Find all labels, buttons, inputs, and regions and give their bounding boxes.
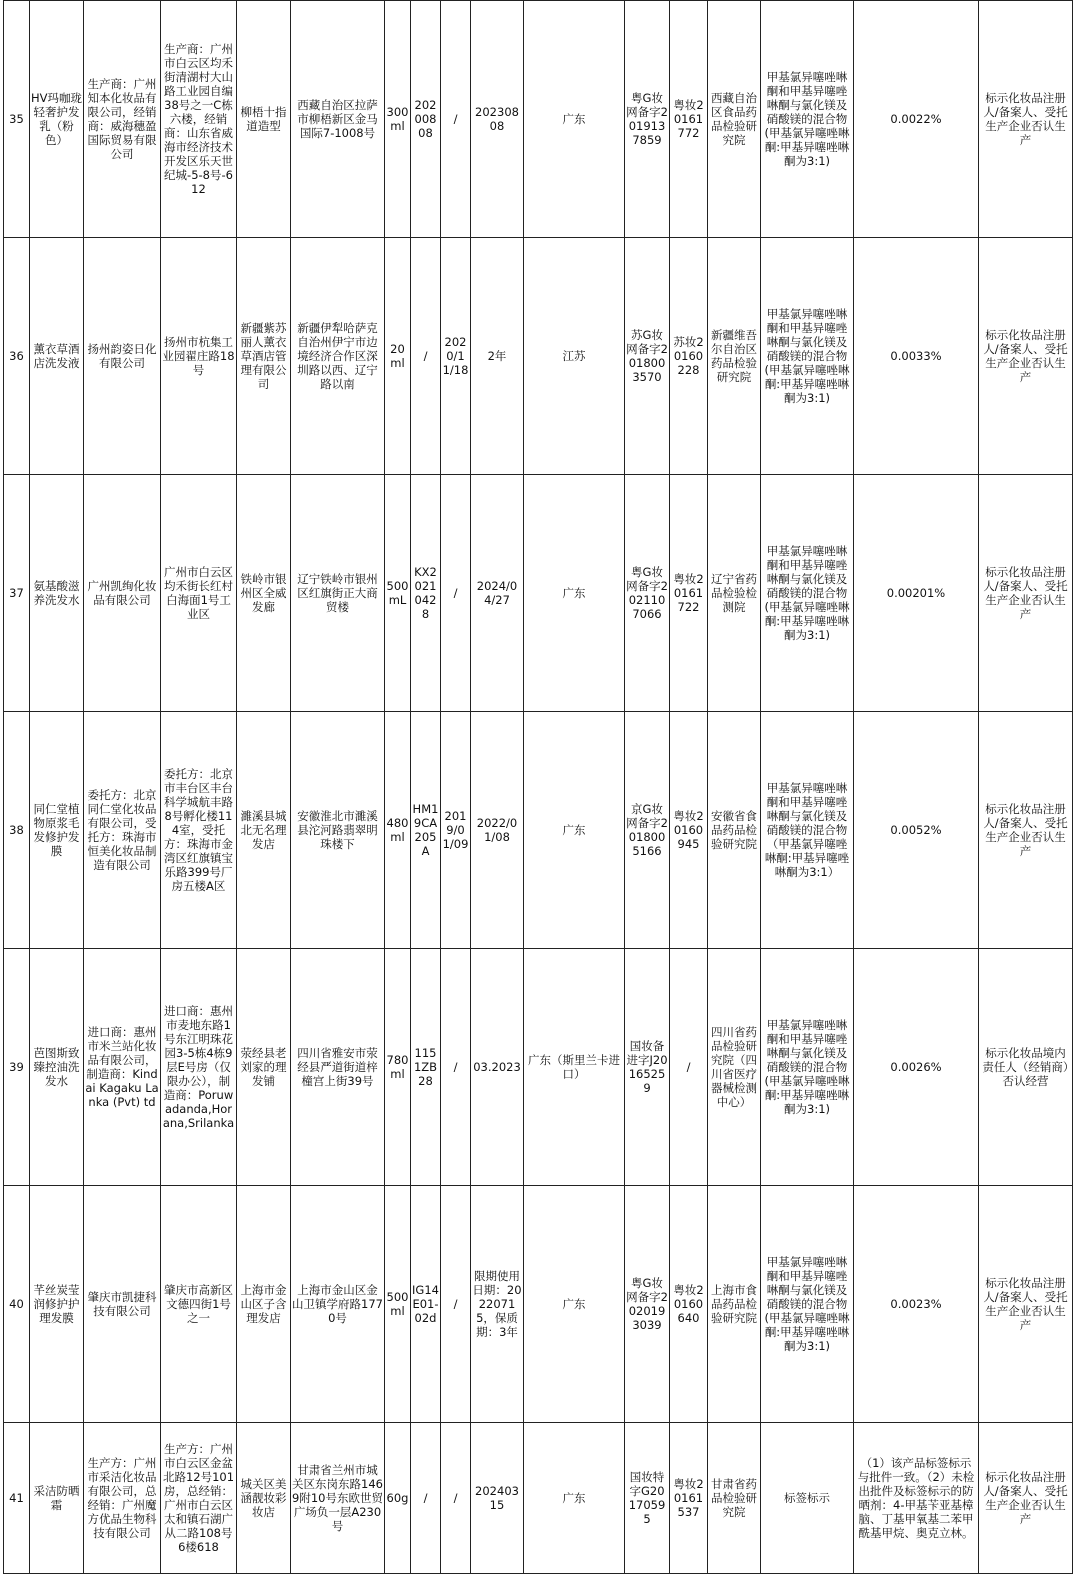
cell-item: 甲基氯异噻唑啉酮和甲基异噻唑啉酮与氯化镁及硝酸镁的混合物(甲基氯异噻唑啉酮:甲基异噻唑啉酮为3:1) [761,1186,854,1423]
cell-remark: 标示化妆品境内责任人（经销商）否认经营 [979,949,1073,1186]
cell-batch: KX20210428 [411,475,441,712]
cell-label-company: 肇庆市凯捷科技有限公司 [84,1186,161,1423]
cell-inspector: 甘肃省药品检验研究院 [708,1423,761,1574]
cell-result: 0.0033% [854,238,979,475]
cell-sampled-unit: 上海市金山区子含理发店 [237,1186,291,1423]
cell-product: 芭图斯致臻控油洗发水 [30,949,84,1186]
cell-expiry: 2024/04/27 [471,475,524,712]
cell-spec: 500ml [385,1186,411,1423]
cell-batch: / [411,1423,441,1574]
cell-sampled-address: 辽宁铁岭市银州区红旗街正大商贸楼 [291,475,385,712]
cell-no: 39 [4,949,30,1186]
cell-sampled-unit: 新疆紫苏丽人薰衣草酒店管理有限公司 [237,238,291,475]
cell-sampled-address: 四川省雅安市荥经县严道街道梓橦宫上街39号 [291,949,385,1186]
cell-label-company: 扬州韵姿日化有限公司 [84,238,161,475]
table-row [4,475,1073,712]
table-row [4,949,1073,1186]
table-body [4,1,1073,1574]
cell-item: 甲基氯异噻唑啉酮和甲基异噻唑啉酮与氯化镁及硝酸镁的混合物(甲基氯异噻唑啉酮:甲基异噻唑啉酮为3:1) [761,475,854,712]
cell-license: 苏G妆网备字2018003570 [625,238,670,475]
cell-sampled-address: 甘肃省兰州市城关区东岗东路1469附10号东欧世贸广场负一层A230号 [291,1423,385,1574]
cell-inspector: 四川省药品检验研究院（四川省医疗器械检测中心） [708,949,761,1186]
cell-product: 芊丝炭莹润修护护理发膜 [30,1186,84,1423]
cell-prod-license: 粤妆20160945 [670,712,708,949]
cell-production-date: / [441,475,471,712]
cell-item: 标签标示 [761,1423,854,1574]
cell-batch: 1151ZB28 [411,949,441,1186]
cell-label-company: 委托方：北京同仁堂化妆品有限公司，受托方：珠海市恒美化妆品制造有限公司 [84,712,161,949]
cell-result: 0.0023% [854,1186,979,1423]
cell-batch: IG14E01-02d [411,1186,441,1423]
inspection-results-table [3,0,1073,1574]
cell-origin: 广东 [524,712,625,949]
cell-no: 36 [4,238,30,475]
cell-expiry: 20230808 [471,1,524,238]
cell-origin: 广东 [524,1423,625,1574]
cell-no: 41 [4,1423,30,1574]
cell-expiry: 限期使用日期：20220715，保质期：3年 [471,1186,524,1423]
cell-batch: HM19CA205A [411,712,441,949]
cell-production-date: / [441,1186,471,1423]
cell-origin: 广东 [524,1186,625,1423]
cell-spec: 300ml [385,1,411,238]
table-row [4,712,1073,949]
cell-sampled-unit: 柳梧十指道造型 [237,1,291,238]
cell-label-address: 生产商：广州市白云区均禾街清湖村大山路工业园自编38号之一C栋六楼，经销商：山东省威海市经济技术开发区乐天世纪城-5-8号-612 [161,1,237,238]
cell-product: 采洁防晒霜 [30,1423,84,1574]
cell-spec: 20ml [385,238,411,475]
cell-result: 0.00201% [854,475,979,712]
cell-prod-license: 粤妆20161537 [670,1423,708,1574]
cell-label-company: 进口商：惠州市米兰站化妆品有限公司，制造商：Kindai Kagaku Lanka (Pvt) td [84,949,161,1186]
cell-sampled-address: 西藏自治区拉萨市柳梧新区金马国际7-1008号 [291,1,385,238]
cell-inspector: 辽宁省药品检验检测院 [708,475,761,712]
cell-prod-license: 粤妆20161772 [670,1,708,238]
cell-license: 粤G妆网备字2019137859 [625,1,670,238]
cell-spec: 780ml [385,949,411,1186]
cell-prod-license: 粤妆20161722 [670,475,708,712]
cell-sampled-unit: 铁岭市银州区全威发廊 [237,475,291,712]
cell-no: 37 [4,475,30,712]
cell-item: 甲基氯异噻唑啉酮和甲基异噻唑啉酮与氯化镁及硝酸镁的混合物（甲基氯异噻唑啉酮:甲基异噻唑啉酮为3:1） [761,712,854,949]
cell-expiry: 20240315 [471,1423,524,1574]
cell-inspector: 西藏自治区食品药品检验研究院 [708,1,761,238]
cell-production-date: / [441,949,471,1186]
cell-sampled-address: 新疆伊犁哈萨克自治州伊宁市边境经济合作区深圳路以西、辽宁路以南 [291,238,385,475]
cell-batch: / [411,238,441,475]
cell-production-date: / [441,1423,471,1574]
cell-label-address: 扬州市杭集工业园翟庄路18号 [161,238,237,475]
cell-remark: 标示化妆品注册人/备案人、受托生产企业否认生产 [979,1,1073,238]
cell-label-company: 生产商：广州知本化妆品有限公司，经销商：威海穗盈国际贸易有限公司 [84,1,161,238]
table-row [4,1186,1073,1423]
cell-sampled-unit: 城关区美涵靓妆彩妆店 [237,1423,291,1574]
table-row [4,1423,1073,1574]
table-row [4,238,1073,475]
cell-remark: 标示化妆品注册人/备案人、受托生产企业否认生产 [979,1423,1073,1574]
cell-origin: 广东 [524,475,625,712]
cell-expiry: 2022/01/08 [471,712,524,949]
cell-label-address: 生产方：广州市白云区金盆北路12号101房，总经销：广州市白云区太和镇石湖广从二路108号6楼618 [161,1423,237,1574]
cell-item: 甲基氯异噻唑啉酮和甲基异噻唑啉酮与氯化镁及硝酸镁的混合物(甲基氯异噻唑啉酮:甲基异噻唑啉酮为3:1) [761,949,854,1186]
cell-label-company: 生产方：广州市采洁化妆品有限公司，总经销：广州魔方优品生物科技有限公司 [84,1423,161,1574]
cell-product: 薰衣草酒店洗发液 [30,238,84,475]
cell-prod-license: 粤妆20160640 [670,1186,708,1423]
cell-origin: 江苏 [524,238,625,475]
cell-result: 0.0022% [854,1,979,238]
cell-sampled-unit: 荥经县老刘家的理发铺 [237,949,291,1186]
cell-production-date: 2019/01/09 [441,712,471,949]
cell-inspector: 上海市食品药品检验研究院 [708,1186,761,1423]
cell-license: 粤G妆网备字2021107066 [625,475,670,712]
cell-prod-license: / [670,949,708,1186]
cell-label-address: 广州市白云区均禾街长红村白海面1号工业区 [161,475,237,712]
cell-remark: 标示化妆品注册人/备案人、受托生产企业否认生产 [979,712,1073,949]
cell-batch: 20200808 [411,1,441,238]
cell-label-address: 肇庆市高新区文德四街1号之一 [161,1186,237,1423]
cell-item: 甲基氯异噻唑啉酮和甲基异噻唑啉酮与氯化镁及硝酸镁的混合物(甲基氯异噻唑啉酮:甲基异噻唑啉酮为3:1) [761,1,854,238]
cell-sampled-unit: 濉溪县城北无名理发店 [237,712,291,949]
cell-inspector: 安徽省食品药品检验研究院 [708,712,761,949]
cell-item: 甲基氯异噻唑啉酮和甲基异噻唑啉酮与氯化镁及硝酸镁的混合物(甲基氯异噻唑啉酮:甲基异噻唑啉酮为3:1) [761,238,854,475]
cell-result: （1）该产品标签标示与批件一致。（2）未检出批件及标签标示的防晒剂：4-甲基苄亚基樟脑、丁基甲氧基二苯甲酰基甲烷、奥克立林。 [854,1423,979,1574]
cell-sampled-address: 上海市金山区金山卫镇学府路1770号 [291,1186,385,1423]
cell-expiry: 2年 [471,238,524,475]
cell-spec: 480ml [385,712,411,949]
cell-license: 国妆备进字J20165259 [625,949,670,1186]
cell-license: 国妆特字G20170595 [625,1423,670,1574]
cell-no: 38 [4,712,30,949]
cell-license: 京G妆网备字2018005166 [625,712,670,949]
cell-label-address: 委托方：北京市丰台区丰台科学城航丰路8号孵化楼114室，受托方：珠海市金湾区红旗镇宝乐路399号厂房五楼A区 [161,712,237,949]
cell-spec: 500mL [385,475,411,712]
cell-label-company: 广州凯绚化妆品有限公司 [84,475,161,712]
cell-inspector: 新疆维吾尔自治区药品检验研究院 [708,238,761,475]
cell-production-date: 2020/11/18 [441,238,471,475]
cell-no: 35 [4,1,30,238]
cell-spec: 60g [385,1423,411,1574]
cell-product: HV玛咖珑轻奢护发乳（粉色） [30,1,84,238]
cell-sampled-address: 安徽淮北市濉溪县沱河路翡翠明珠楼下 [291,712,385,949]
cell-no: 40 [4,1186,30,1423]
cell-prod-license: 苏妆20160228 [670,238,708,475]
cell-label-address: 进口商：惠州市麦地东路1号东江明珠花园3-5栋4栋9层E号房（仅限办公），制造商：Poruwadanda,Horana,Srilanka [161,949,237,1186]
cell-remark: 标示化妆品注册人/备案人、受托生产企业否认生产 [979,238,1073,475]
cell-production-date: / [441,1,471,238]
cell-origin: 广东（斯里兰卡进口） [524,949,625,1186]
cell-result: 0.0052% [854,712,979,949]
cell-result: 0.0026% [854,949,979,1186]
cell-product: 同仁堂植物原浆毛发修护发膜 [30,712,84,949]
cell-origin: 广东 [524,1,625,238]
cell-product: 氨基酸滋养洗发水 [30,475,84,712]
cell-license: 粤G妆网备字2020193039 [625,1186,670,1423]
table-row [4,1,1073,238]
cell-remark: 标示化妆品注册人/备案人、受托生产企业否认生产 [979,1186,1073,1423]
cell-remark: 标示化妆品注册人/备案人、受托生产企业否认生产 [979,475,1073,712]
cell-expiry: 03.2023 [471,949,524,1186]
